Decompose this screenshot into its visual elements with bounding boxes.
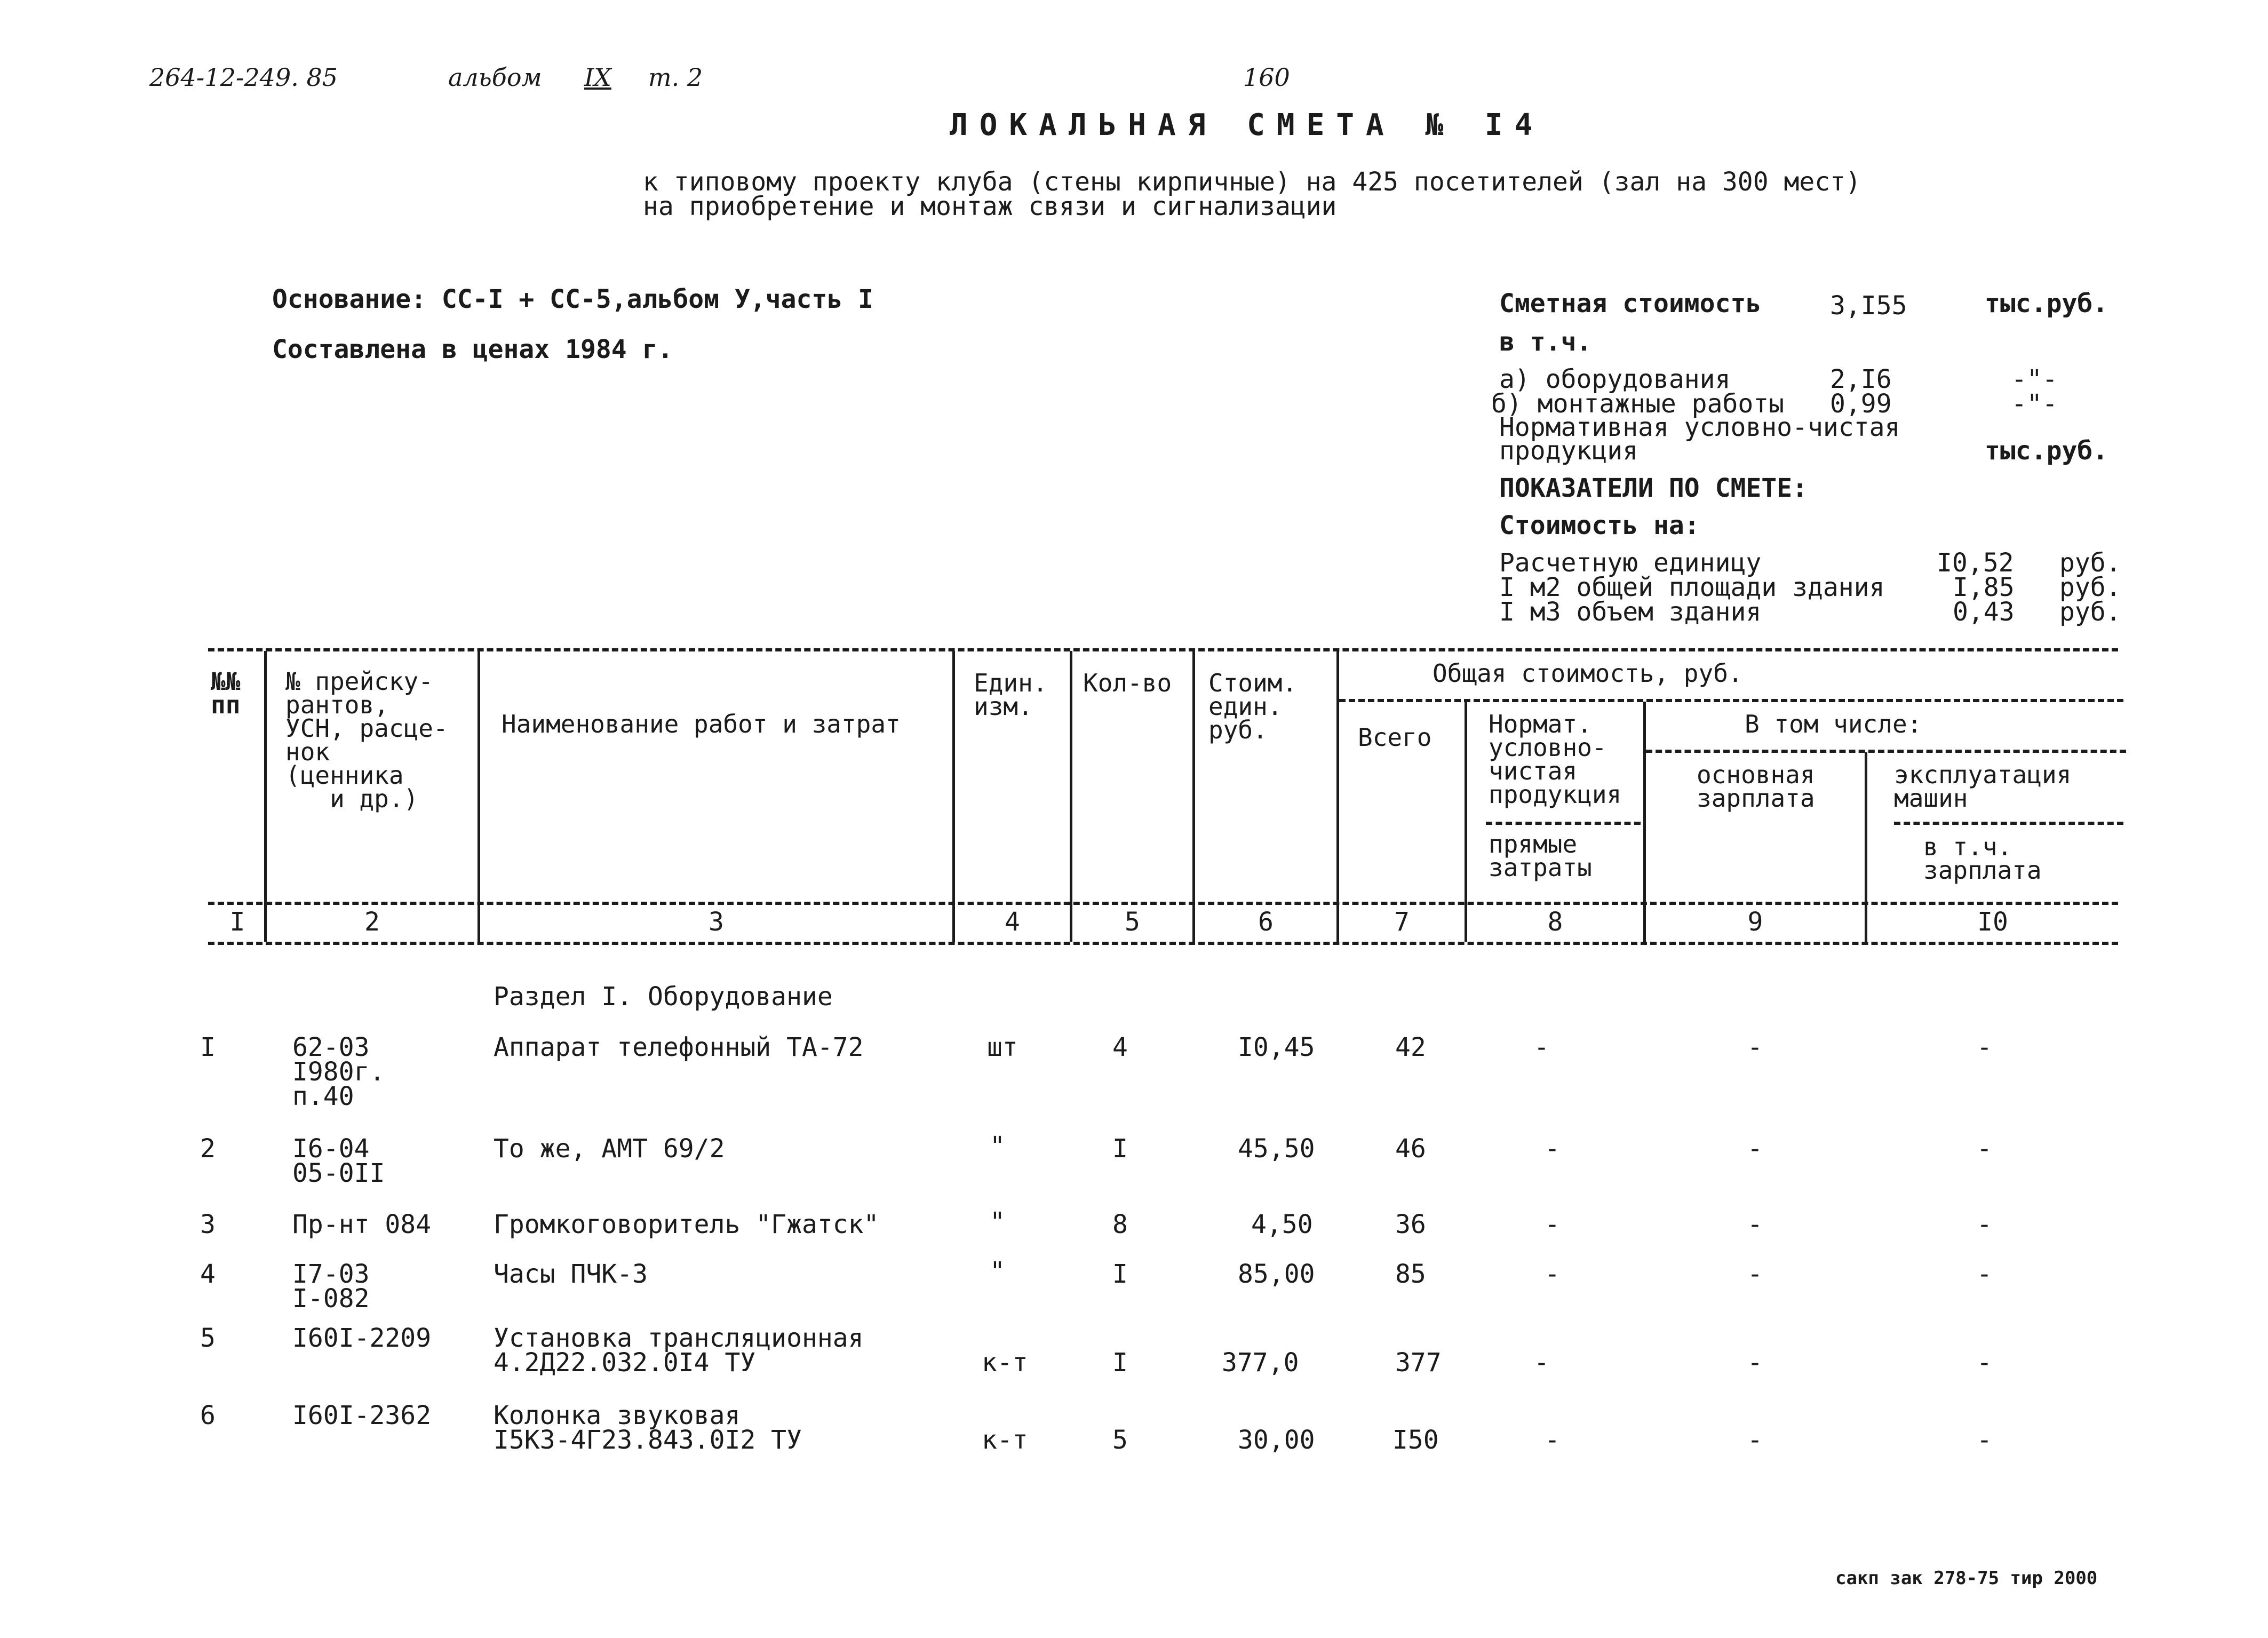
row-price: 85,00 bbox=[1238, 1259, 1315, 1289]
page-number: 160 bbox=[1243, 63, 1290, 92]
row-unit: " bbox=[990, 1131, 1005, 1161]
row-normative: - bbox=[1545, 1259, 1560, 1289]
col-divider-7 bbox=[1465, 702, 1467, 942]
col-header-total-cost: Общая стоимость, руб. bbox=[1433, 659, 1743, 688]
row-machines: - bbox=[1977, 1032, 1992, 1062]
row-number: 3 bbox=[200, 1210, 216, 1239]
row-total: 85 bbox=[1395, 1259, 1426, 1289]
unit3-unit: руб. bbox=[2059, 597, 2121, 627]
col-number-5: 5 bbox=[1125, 907, 1140, 937]
row-salary: - bbox=[1747, 1348, 1763, 1378]
header-top-line bbox=[208, 648, 2118, 651]
col-header-price-list: № прейску- рантов, УСН, расце- нок (ценника и др.) bbox=[285, 667, 448, 813]
normative-label-2: продукция bbox=[1499, 436, 1638, 466]
row-name: Колонка звуковая I5КЗ-4Г23.843.0I2 ТУ bbox=[494, 1401, 802, 1455]
col-divider-3 bbox=[952, 651, 955, 942]
document-title: ЛОКАЛЬНАЯ СМЕТА № I4 bbox=[950, 108, 1545, 142]
col-header-machines: эксплуатация машин bbox=[1894, 760, 2072, 813]
row-salary: - bbox=[1747, 1032, 1763, 1062]
equipment-unit: -"- bbox=[2011, 364, 2058, 394]
row-salary: - bbox=[1747, 1134, 1763, 1164]
installation-value: 0,99 bbox=[1830, 389, 1892, 419]
col-number-2: 2 bbox=[364, 907, 380, 937]
col-header-unit: Един. изм. bbox=[974, 669, 1048, 721]
col-number-7: 7 bbox=[1394, 907, 1410, 937]
row-name: Громкоговоритель "Гжатск" bbox=[494, 1210, 879, 1239]
section-title: Раздел I. Оборудование bbox=[494, 982, 833, 1012]
row-total: 42 bbox=[1395, 1032, 1426, 1062]
row-salary: - bbox=[1747, 1425, 1763, 1455]
unit3-label: I м3 объем здания bbox=[1499, 597, 1762, 627]
col-header-machines-salary: в т.ч. зарплата bbox=[1923, 832, 2042, 885]
album-number: IX bbox=[584, 63, 611, 92]
row-code: 62-03 I980г. п.40 bbox=[292, 1032, 385, 1111]
basis-text: Основание: СС-I + СС-5,альбом У,часть I bbox=[272, 284, 874, 314]
row-price: 45,50 bbox=[1238, 1134, 1315, 1164]
row-qty: 5 bbox=[1112, 1425, 1128, 1455]
col-number-6: 6 bbox=[1258, 907, 1274, 937]
row-code: I7-03 I-082 bbox=[292, 1259, 370, 1314]
row-total: 377 bbox=[1395, 1348, 1442, 1378]
row-number: 6 bbox=[200, 1401, 216, 1430]
row-machines: - bbox=[1977, 1134, 1992, 1164]
estimate-cost-label: Сметная стоимость bbox=[1499, 289, 1762, 319]
subtitle-line-2: на приобретение и монтаж связи и сигнализации bbox=[643, 192, 1337, 221]
col-number-8: 8 bbox=[1547, 907, 1563, 937]
row-normative: - bbox=[1534, 1348, 1549, 1378]
row-code: I6-04 05-0II bbox=[292, 1134, 385, 1188]
prices-year-text: Составлена в ценах 1984 г. bbox=[272, 335, 673, 364]
unit2-label: I м2 общей площади здания bbox=[1499, 572, 1885, 602]
row-total: I50 bbox=[1392, 1425, 1439, 1455]
doc-code: 264-12-249. 85 bbox=[149, 63, 338, 92]
row-machines: - bbox=[1977, 1210, 1992, 1239]
row-name: Аппарат телефонный ТА-72 bbox=[494, 1032, 864, 1062]
unit2-unit: руб. bbox=[2059, 572, 2121, 602]
row-qty: I bbox=[1112, 1134, 1128, 1164]
machines-underline bbox=[1894, 822, 2123, 825]
row-normative: - bbox=[1545, 1425, 1560, 1455]
unit1-value: I0,52 bbox=[1937, 548, 2014, 578]
norm-underline bbox=[1486, 822, 1641, 825]
row-number: 4 bbox=[200, 1259, 216, 1289]
volume-label: т. 2 bbox=[648, 63, 703, 92]
col-header-direct-costs: прямые затраты bbox=[1489, 830, 1592, 882]
row-number: 5 bbox=[200, 1323, 216, 1353]
row-normative: - bbox=[1545, 1134, 1560, 1164]
indicators-heading: ПОКАЗАТЕЛИ ПО СМЕТЕ: bbox=[1499, 473, 1808, 503]
cost-on-label: Стоимость на: bbox=[1499, 511, 1700, 540]
col-number-3: 3 bbox=[709, 907, 724, 937]
row-qty: I bbox=[1112, 1348, 1128, 1378]
col-divider-6 bbox=[1336, 651, 1339, 942]
unit2-value: I,85 bbox=[1953, 572, 2015, 602]
installation-label: б) монтажные работы bbox=[1491, 389, 1785, 419]
col-divider-2 bbox=[478, 651, 480, 942]
col-number-4: 4 bbox=[1005, 907, 1020, 937]
col-number-10: I0 bbox=[1977, 907, 2008, 937]
equipment-value: 2,I6 bbox=[1830, 364, 1892, 394]
row-unit: " bbox=[990, 1257, 1005, 1286]
col-header-normative: Нормат. условно- чистая продукция bbox=[1489, 710, 1622, 809]
subtitle-line-1: к типовому проекту клуба (стены кирпичные) на 425 посетителей (зал на 300 мест) bbox=[643, 167, 1861, 197]
row-qty: I bbox=[1112, 1259, 1128, 1289]
print-stamp: сакп зак 278-75 тир 2000 bbox=[1835, 1568, 2098, 1589]
row-salary: - bbox=[1747, 1210, 1763, 1239]
col-header-total: Всего bbox=[1358, 723, 1432, 752]
row-total: 46 bbox=[1395, 1134, 1426, 1164]
row-price: I0,45 bbox=[1238, 1032, 1315, 1062]
header-bottom-line bbox=[208, 902, 2118, 905]
col-header-including: В том числе: bbox=[1745, 710, 1922, 738]
row-name: Часы ПЧК-3 bbox=[494, 1259, 648, 1289]
col-number-9: 9 bbox=[1747, 907, 1763, 937]
col-divider-4 bbox=[1070, 651, 1072, 942]
row-name: Установка трансляционная 4.2Д22.032.0I4 ТУ bbox=[494, 1323, 864, 1378]
incl-underline bbox=[1646, 750, 2126, 753]
row-qty: 8 bbox=[1112, 1210, 1128, 1239]
row-total: 36 bbox=[1395, 1210, 1426, 1239]
row-unit: " bbox=[990, 1207, 1005, 1237]
row-unit: к-т bbox=[982, 1425, 1028, 1455]
col-header-qty: Кол-во bbox=[1083, 669, 1172, 697]
estimate-cost-value: 3,I55 bbox=[1830, 291, 1907, 321]
album-label: альбом bbox=[448, 63, 542, 92]
unit3-value: 0,43 bbox=[1953, 597, 2015, 627]
col-header-unit-cost: Стоим. един. руб. bbox=[1208, 669, 1298, 744]
total-cost-underline bbox=[1339, 699, 2123, 702]
row-name: То же, АМТ 69/2 bbox=[494, 1134, 725, 1164]
row-code: Пр-нт 084 bbox=[292, 1210, 432, 1239]
row-code: I60I-2209 bbox=[292, 1323, 432, 1353]
installation-unit: -"- bbox=[2011, 389, 2058, 419]
row-price: 30,00 bbox=[1238, 1425, 1315, 1455]
col-header-name: Наименование работ и затрат bbox=[502, 710, 901, 738]
row-salary: - bbox=[1747, 1259, 1763, 1289]
normative-label-1: Нормативная условно-чистая bbox=[1499, 412, 1900, 442]
col-number-1: I bbox=[229, 907, 245, 937]
equipment-label: а) оборудования bbox=[1499, 364, 1731, 394]
row-number: I bbox=[200, 1032, 216, 1062]
unit1-label: Расчетную единицу bbox=[1499, 548, 1762, 578]
row-code: I60I-2362 bbox=[292, 1401, 432, 1430]
row-qty: 4 bbox=[1112, 1032, 1128, 1062]
col-divider-8 bbox=[1643, 702, 1646, 942]
row-unit: к-т bbox=[982, 1348, 1028, 1378]
unit1-unit: руб. bbox=[2059, 548, 2121, 578]
col-header-number: №№ пп bbox=[211, 667, 241, 719]
row-machines: - bbox=[1977, 1348, 1992, 1378]
row-price: 4,50 bbox=[1251, 1210, 1313, 1239]
row-unit: шт bbox=[987, 1032, 1018, 1062]
row-machines: - bbox=[1977, 1425, 1992, 1455]
row-normative: - bbox=[1534, 1032, 1549, 1062]
numbers-bottom-line bbox=[208, 942, 2118, 945]
including-label: в т.ч. bbox=[1499, 327, 1592, 357]
col-header-salary: основная зарплата bbox=[1697, 760, 1815, 813]
row-normative: - bbox=[1545, 1210, 1560, 1239]
row-machines: - bbox=[1977, 1259, 1992, 1289]
col-divider-5 bbox=[1192, 651, 1195, 942]
estimate-cost-unit: тыс.руб. bbox=[1985, 289, 2108, 319]
row-price: 377,0 bbox=[1222, 1348, 1299, 1378]
row-number: 2 bbox=[200, 1134, 216, 1164]
col-divider-1 bbox=[264, 651, 267, 942]
normative-unit: тыс.руб. bbox=[1985, 436, 2108, 466]
